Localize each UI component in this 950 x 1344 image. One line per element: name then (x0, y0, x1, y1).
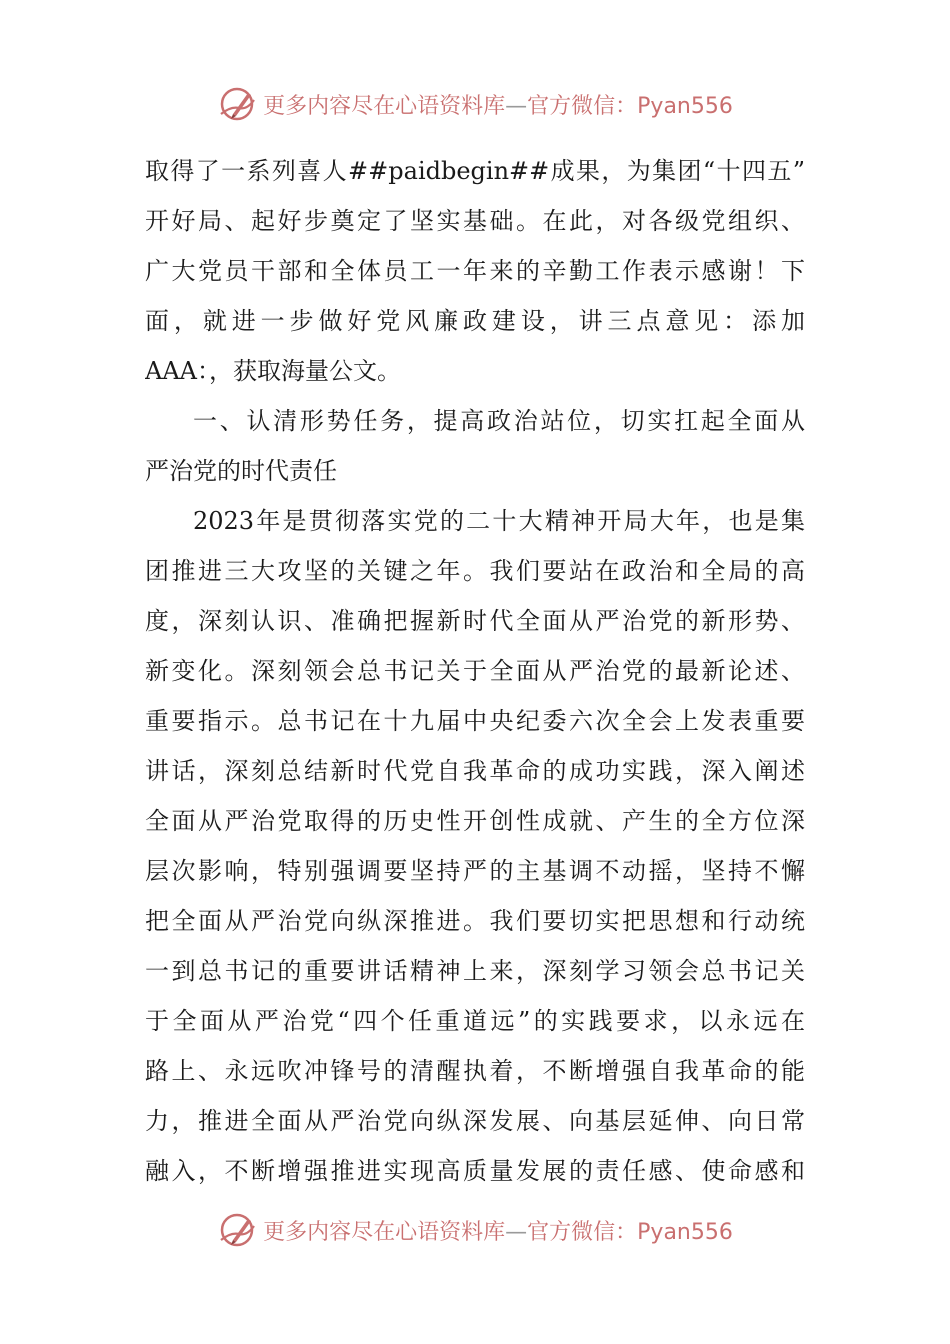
footer-banner (0, 1206, 950, 1254)
body-line: 团推进三大攻坚的关键之年。我们要站在政治和全局的高 (145, 557, 805, 585)
body-line: 广大党员干部和全体员工一年来的辛勤工作表示感谢！下 (145, 257, 805, 285)
body-line: 重要指示。总书记在十九届中央纪委六次全会上发表重要 (145, 707, 805, 735)
banner-separator: — (505, 93, 528, 119)
body-line: 开好局、起好步奠定了坚实基础。在此，对各级党组织、 (145, 207, 805, 235)
body-line: 取得了一系列喜人##paidbegin##成果，为集团“十四五” (145, 157, 805, 185)
body-line: 度，深刻认识、准确把握新时代全面从严治党的新形势、 (145, 607, 805, 635)
body-line: 2023年是贯彻落实党的二十大精神开局大年，也是集 (193, 507, 805, 535)
banner-text (263, 1215, 733, 1246)
body-line: AAA：，获取海量公文。 (145, 357, 401, 385)
pen-logo-icon (217, 84, 257, 124)
header-banner (0, 80, 950, 128)
document-body (145, 146, 805, 1196)
banner-wechat-id: Pyan556 (637, 93, 733, 119)
body-line: 于全面从严治党“四个任重道远”的实践要求，以永远在 (145, 1007, 805, 1035)
body-line: 层次影响，特别强调要坚持严的主基调不动摇，坚持不懈 (145, 857, 805, 885)
body-line: 讲话，深刻总结新时代党自我革命的成功实践，深入阐述 (145, 757, 805, 785)
banner-library-name: 更多内容尽在心语资料库 (263, 93, 506, 119)
body-line: 新变化。深刻领会总书记关于全面从严治党的最新论述、 (145, 657, 805, 685)
body-line: 全面从严治党取得的历史性开创性成就、产生的全方位深 (145, 807, 805, 835)
banner-wechat-label: 官方微信： (527, 93, 638, 119)
body-line: 路上、永远吹冲锋号的清醒执着，不断增强自我革命的能 (145, 1057, 805, 1085)
body-line: 面，就进一步做好党风廉政建设，讲三点意见：添加 (145, 307, 805, 335)
section-heading-line: 一、认清形势任务，提高政治站位，切实扛起全面从 (193, 407, 805, 435)
section-heading-line: 严治党的时代责任 (145, 457, 337, 485)
banner-library-name: 更多内容尽在心语资料库 (263, 1219, 506, 1245)
banner-wechat-label: 官方微信： (527, 1219, 638, 1245)
body-line: 把全面从严治党向纵深推进。我们要切实把思想和行动统 (145, 907, 805, 935)
body-line: 力，推进全面从严治党向纵深发展、向基层延伸、向日常 (145, 1107, 805, 1135)
pen-logo-icon (217, 1210, 257, 1250)
body-line: 融入，不断增强推进实现高质量发展的责任感、使命感和 (145, 1157, 805, 1185)
banner-wechat-id: Pyan556 (637, 1219, 733, 1245)
banner-text (263, 89, 733, 120)
banner-separator: — (505, 1219, 528, 1245)
body-line: 一到总书记的重要讲话精神上来，深刻学习领会总书记关 (145, 957, 805, 985)
